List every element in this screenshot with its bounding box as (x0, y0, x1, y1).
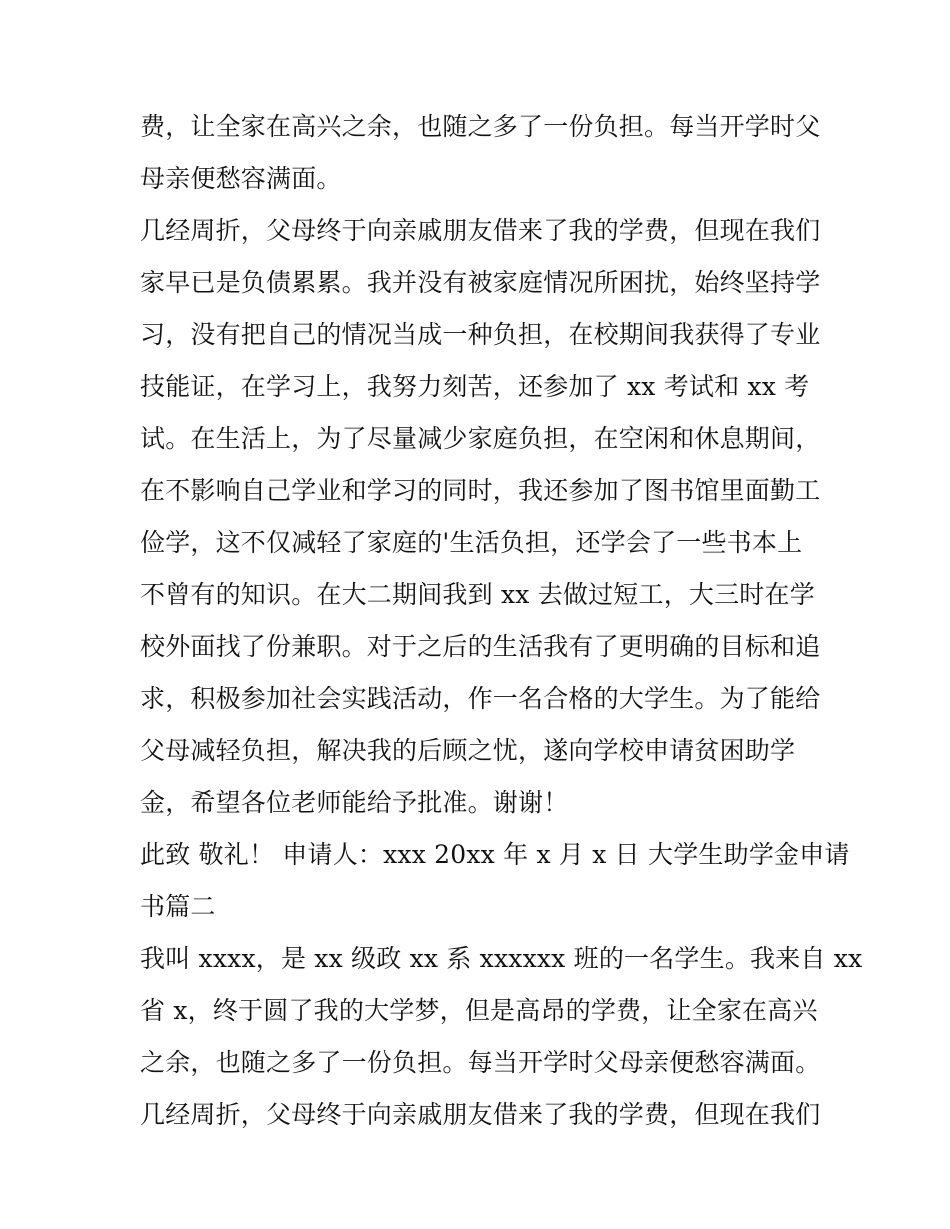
text-line: 我叫 xxxx，是 xx 级政 xx 系 xxxxxx 班的一名学生。我来自 xx (140, 944, 863, 973)
text-line: 在不影响自己学业和学习的同时，我还参加了图书馆里面勤工 (140, 476, 821, 505)
text-line: 金，希望各位老师能给予批准。谢谢！ (140, 788, 569, 817)
text-line: 技能证，在学习上，我努力刻苦，还参加了 xx 考试和 xx 考 (140, 372, 810, 401)
text-line: 母亲便愁容满面。 (140, 164, 342, 193)
text-line: 父母减轻负担，解决我的后顾之忧，遂向学校申请贫困助学 (140, 736, 796, 765)
text-line: 求，积极参加社会实践活动，作一名合格的大学生。为了能给 (140, 684, 821, 713)
text-line: 习，没有把自己的情况当成一种负担，在校期间我获得了专业 (140, 320, 821, 349)
text-line: 试。在生活上，为了尽量减少家庭负担，在空闲和休息期间， (140, 424, 821, 453)
text-line: 校外面找了份兼职。对于之后的生活我有了更明确的目标和追 (140, 632, 821, 661)
text-line: 此致 敬礼！ 申请人：xxx 20xx 年 x 月 x 日 大学生助学金申请 (140, 840, 850, 869)
text-line: 俭学，这不仅减轻了家庭的'生活负担，还学会了一些书本上 (140, 528, 803, 557)
text-line: 省 x，终于圆了我的大学梦，但是高昂的学费，让全家在高兴 (140, 996, 818, 1025)
text-line: 费，让全家在高兴之余，也随之多了一份负担。每当开学时父 (140, 112, 821, 141)
text-line: 书篇二 (140, 892, 216, 921)
text-line: 几经周折，父母终于向亲戚朋友借来了我的学费，但现在我们 (140, 216, 821, 245)
text-line: 家早已是负债累累。我并没有被家庭情况所困扰，始终坚持学 (140, 268, 821, 297)
text-line: 之余，也随之多了一份负担。每当开学时父母亲便愁容满面。 (140, 1048, 821, 1077)
text-line: 不曾有的知识。在大二期间我到 xx 去做过短工，大三时在学 (140, 580, 815, 609)
text-line: 几经周折，父母终于向亲戚朋友借来了我的学费，但现在我们 (140, 1100, 821, 1129)
